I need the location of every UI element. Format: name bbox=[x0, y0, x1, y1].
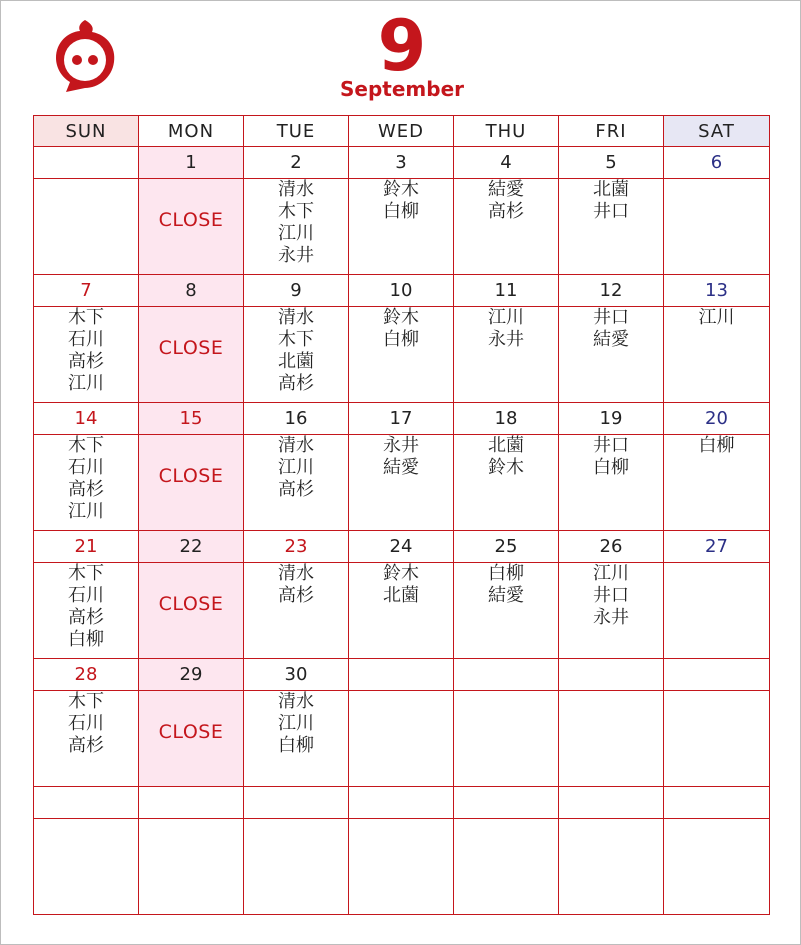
staff-row bbox=[34, 563, 770, 659]
staff-name: 井口 bbox=[593, 585, 629, 606]
date-cell: 27 bbox=[664, 531, 770, 563]
staff-name: 高杉 bbox=[68, 607, 104, 628]
date-cell: 28 bbox=[34, 659, 139, 691]
date-cell: 14 bbox=[34, 403, 139, 435]
staff-name: 白柳 bbox=[593, 457, 629, 478]
weekday-wed: WED bbox=[349, 116, 454, 147]
date-cell: 23 bbox=[244, 531, 349, 563]
staff-name: 結愛 bbox=[593, 329, 629, 350]
staff-cell bbox=[244, 435, 349, 531]
calendar-grid bbox=[33, 115, 770, 915]
close-label: CLOSE bbox=[158, 465, 224, 487]
weekday-sun: SUN bbox=[34, 116, 139, 147]
date-cell bbox=[559, 659, 664, 691]
weekday-thu: THU bbox=[454, 116, 559, 147]
date-cell: 6 bbox=[664, 147, 770, 179]
staff-name: 木下 bbox=[68, 435, 104, 456]
staff-name: 石川 bbox=[68, 585, 104, 606]
staff-name: 鈴木 bbox=[383, 563, 419, 584]
date-cell: 3 bbox=[349, 147, 454, 179]
staff-row bbox=[34, 435, 770, 531]
date-cell: 24 bbox=[349, 531, 454, 563]
staff-cell bbox=[559, 179, 664, 275]
date-cell: 22 bbox=[139, 531, 244, 563]
staff-cell bbox=[559, 435, 664, 531]
staff-cell bbox=[349, 691, 454, 787]
date-cell: 26 bbox=[559, 531, 664, 563]
staff-name: 永井 bbox=[488, 329, 524, 350]
weekday-fri: FRI bbox=[559, 116, 664, 147]
staff-name: 永井 bbox=[383, 435, 419, 456]
staff-cell bbox=[244, 179, 349, 275]
staff-cell bbox=[454, 691, 559, 787]
date-cell bbox=[34, 147, 139, 179]
staff-row bbox=[34, 691, 770, 787]
date-cell: 10 bbox=[349, 275, 454, 307]
date-cell: 19 bbox=[559, 403, 664, 435]
staff-row bbox=[34, 179, 770, 275]
empty-cell bbox=[349, 819, 454, 915]
staff-name: 白柳 bbox=[383, 201, 419, 222]
staff-name: 高杉 bbox=[68, 735, 104, 756]
staff-name: 高杉 bbox=[278, 479, 314, 500]
weekday-tue: TUE bbox=[244, 116, 349, 147]
staff-cell bbox=[244, 691, 349, 787]
staff-cell bbox=[664, 307, 770, 403]
closed-day-cell bbox=[139, 563, 244, 659]
staff-name: 井口 bbox=[593, 201, 629, 222]
empty-cell bbox=[454, 819, 559, 915]
empty-cell bbox=[34, 819, 139, 915]
staff-name: 北薗 bbox=[488, 435, 524, 456]
staff-name: 江川 bbox=[278, 223, 314, 244]
staff-name: 清水 bbox=[278, 691, 314, 712]
date-cell: 11 bbox=[454, 275, 559, 307]
staff-name: 高杉 bbox=[68, 351, 104, 372]
staff-cell bbox=[34, 691, 139, 787]
closed-day-cell bbox=[139, 691, 244, 787]
mascot-face-icon bbox=[52, 16, 118, 94]
staff-cell bbox=[664, 179, 770, 275]
date-cell: 16 bbox=[244, 403, 349, 435]
staff-name: 高杉 bbox=[278, 373, 314, 394]
date-cell: 5 bbox=[559, 147, 664, 179]
staff-name: 北薗 bbox=[383, 585, 419, 606]
date-row bbox=[34, 147, 770, 179]
staff-cell bbox=[244, 307, 349, 403]
staff-row bbox=[34, 307, 770, 403]
empty-cell bbox=[34, 787, 139, 819]
staff-name: 木下 bbox=[68, 691, 104, 712]
closed-day-cell bbox=[139, 179, 244, 275]
date-cell: 21 bbox=[34, 531, 139, 563]
staff-name: 鈴木 bbox=[383, 307, 419, 328]
staff-name: 江川 bbox=[68, 501, 104, 522]
date-row bbox=[34, 659, 770, 691]
staff-cell bbox=[664, 691, 770, 787]
staff-cell bbox=[34, 435, 139, 531]
empty-cell bbox=[244, 787, 349, 819]
staff-name: 高杉 bbox=[488, 201, 524, 222]
date-cell: 8 bbox=[139, 275, 244, 307]
staff-cell bbox=[34, 563, 139, 659]
staff-cell bbox=[559, 563, 664, 659]
date-cell: 13 bbox=[664, 275, 770, 307]
date-cell: 20 bbox=[664, 403, 770, 435]
staff-name: 石川 bbox=[68, 713, 104, 734]
staff-name: 江川 bbox=[278, 713, 314, 734]
staff-name: 北薗 bbox=[593, 179, 629, 200]
staff-name: 井口 bbox=[593, 307, 629, 328]
staff-name: 白柳 bbox=[68, 629, 104, 650]
weekday-header-row bbox=[34, 116, 770, 147]
empty-cell bbox=[349, 787, 454, 819]
staff-name: 高杉 bbox=[278, 585, 314, 606]
staff-name: 永井 bbox=[278, 245, 314, 266]
staff-cell bbox=[349, 563, 454, 659]
staff-name: 白柳 bbox=[488, 563, 524, 584]
empty-row bbox=[34, 819, 770, 915]
empty-cell bbox=[559, 819, 664, 915]
date-cell: 29 bbox=[139, 659, 244, 691]
date-cell: 4 bbox=[454, 147, 559, 179]
staff-name: 結愛 bbox=[488, 585, 524, 606]
staff-name: 木下 bbox=[68, 563, 104, 584]
staff-name: 清水 bbox=[278, 179, 314, 200]
staff-name: 江川 bbox=[593, 563, 629, 584]
date-row bbox=[34, 403, 770, 435]
date-cell: 15 bbox=[139, 403, 244, 435]
weekday-mon: MON bbox=[139, 116, 244, 147]
date-cell bbox=[664, 659, 770, 691]
date-cell: 7 bbox=[34, 275, 139, 307]
empty-cell bbox=[139, 819, 244, 915]
staff-name: 清水 bbox=[278, 435, 314, 456]
date-row bbox=[34, 275, 770, 307]
staff-cell bbox=[349, 307, 454, 403]
staff-name: 江川 bbox=[278, 457, 314, 478]
date-cell: 25 bbox=[454, 531, 559, 563]
staff-name: 永井 bbox=[593, 607, 629, 628]
staff-name: 高杉 bbox=[68, 479, 104, 500]
empty-cell bbox=[454, 787, 559, 819]
staff-name: 鈴木 bbox=[488, 457, 524, 478]
empty-cell bbox=[139, 787, 244, 819]
staff-cell bbox=[664, 563, 770, 659]
staff-cell bbox=[34, 179, 139, 275]
date-cell: 30 bbox=[244, 659, 349, 691]
staff-name: 清水 bbox=[278, 563, 314, 584]
staff-name: 江川 bbox=[68, 373, 104, 394]
staff-cell bbox=[559, 307, 664, 403]
closed-day-cell bbox=[139, 307, 244, 403]
close-label: CLOSE bbox=[158, 209, 224, 231]
date-cell: 17 bbox=[349, 403, 454, 435]
staff-name: 清水 bbox=[278, 307, 314, 328]
staff-name: 白柳 bbox=[278, 735, 314, 756]
staff-name: 江川 bbox=[488, 307, 524, 328]
staff-name: 木下 bbox=[68, 307, 104, 328]
weekday-sat: SAT bbox=[664, 116, 770, 147]
closed-day-cell bbox=[139, 435, 244, 531]
month-name: September bbox=[340, 77, 464, 101]
empty-cell bbox=[664, 819, 770, 915]
staff-name: 鈴木 bbox=[383, 179, 419, 200]
staff-cell bbox=[454, 179, 559, 275]
staff-name: 結愛 bbox=[488, 179, 524, 200]
staff-cell bbox=[454, 435, 559, 531]
staff-name: 結愛 bbox=[383, 457, 419, 478]
staff-name: 石川 bbox=[68, 457, 104, 478]
staff-cell bbox=[244, 563, 349, 659]
staff-name: 木下 bbox=[278, 329, 314, 350]
close-label: CLOSE bbox=[158, 721, 224, 743]
date-cell bbox=[454, 659, 559, 691]
close-label: CLOSE bbox=[158, 337, 224, 359]
date-cell: 2 bbox=[244, 147, 349, 179]
date-row bbox=[34, 531, 770, 563]
staff-name: 木下 bbox=[278, 201, 314, 222]
staff-cell bbox=[454, 563, 559, 659]
date-cell: 18 bbox=[454, 403, 559, 435]
staff-name: 北薗 bbox=[278, 351, 314, 372]
date-cell bbox=[349, 659, 454, 691]
month-number: 9 bbox=[377, 5, 427, 87]
staff-cell bbox=[349, 435, 454, 531]
staff-cell bbox=[559, 691, 664, 787]
staff-cell bbox=[34, 307, 139, 403]
close-label: CLOSE bbox=[158, 593, 224, 615]
date-cell: 9 bbox=[244, 275, 349, 307]
empty-row bbox=[34, 787, 770, 819]
staff-name: 白柳 bbox=[383, 329, 419, 350]
empty-cell bbox=[664, 787, 770, 819]
date-cell: 1 bbox=[139, 147, 244, 179]
staff-cell bbox=[454, 307, 559, 403]
staff-name: 白柳 bbox=[698, 435, 735, 456]
empty-cell bbox=[559, 787, 664, 819]
staff-name: 江川 bbox=[698, 307, 735, 328]
empty-cell bbox=[244, 819, 349, 915]
staff-cell bbox=[664, 435, 770, 531]
date-cell: 12 bbox=[559, 275, 664, 307]
staff-name: 石川 bbox=[68, 329, 104, 350]
staff-name: 井口 bbox=[593, 435, 629, 456]
staff-cell bbox=[349, 179, 454, 275]
